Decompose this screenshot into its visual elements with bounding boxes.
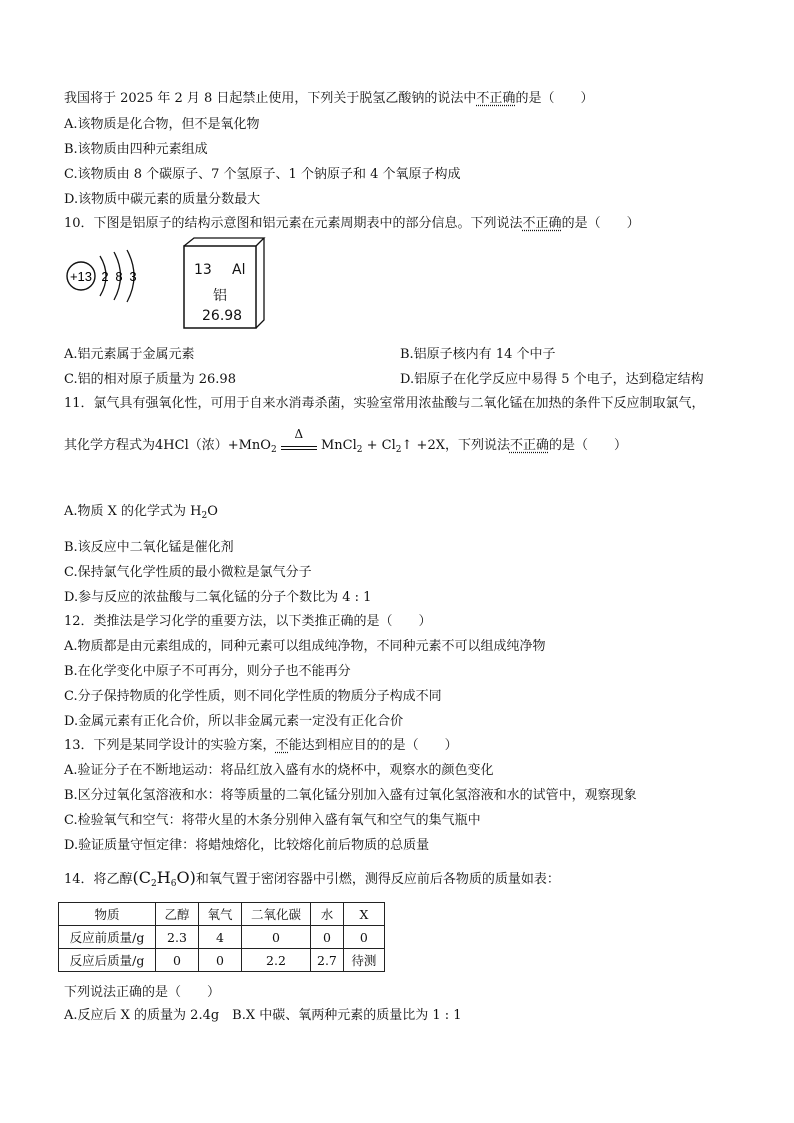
q13-stem-text: 13．下列是某同学设计的实验方案， <box>64 738 276 753</box>
table-cell: 反应后质量/g <box>59 949 156 972</box>
table-row <box>59 949 385 972</box>
q11-equation-line <box>64 426 627 470</box>
q11-option-a <box>64 504 218 524</box>
q14-stem <box>64 870 560 892</box>
q12-option-c: C.分子保持物质的化学性质，则不同化学性质的物质分子构成不同 <box>64 689 442 704</box>
q10-option-b: B.铝原子核内有 14 个中子 <box>400 347 556 362</box>
atomic-mass: 26.98 <box>202 308 243 324</box>
atomic-number: 13 <box>194 262 212 278</box>
q14-formula-sub1: 2 <box>151 879 157 889</box>
q10-stem <box>64 216 640 232</box>
q14-formula-start: (C <box>132 868 152 887</box>
q11-a-pre: A.物质 X 的化学式为 H <box>64 504 202 519</box>
atom-shell-2: 8 <box>115 269 123 284</box>
table-cell: 2.7 <box>311 949 344 972</box>
q12-option-b: B.在化学变化中原子不可再分，则分子也不能再分 <box>64 664 351 679</box>
q12-stem: 12．类推法是学习化学的重要方法，以下类推正确的是（ ） <box>64 614 432 629</box>
table-cell: 0 <box>199 949 242 972</box>
q11-option-d: D.参与反应的浓盐酸与二氧化锰的分子个数比为 4 : 1 <box>64 590 372 605</box>
q13-emphasis: 不 <box>275 738 289 753</box>
table-header-cell: 水 <box>311 903 344 926</box>
table-header-row <box>59 903 385 926</box>
q9-option-c: C.该物质由 8 个碳原子、7 个氢原子、1 个钠原子和 4 个氧原子构成 <box>64 167 461 182</box>
q12-option-d: D.金属元素有正化合价，所以非金属元素一定没有正化合价 <box>64 714 404 729</box>
q14-formula-sub2: 6 <box>170 879 177 889</box>
q11-a-post: O <box>207 504 218 519</box>
q10-option-d: D.铝原子在化学反应中易得 5 个电子，达到稳定结构 <box>400 372 704 387</box>
table-cell: 2.3 <box>156 926 199 949</box>
q14-options-ab: A.反应后 X 的质量为 2.4g B.X 中碳、氧两种元素的质量比为 1 : 1 <box>64 1008 462 1023</box>
table-cell: 4 <box>199 926 242 949</box>
q13-stem-tail: 能达到相应目的的是（ ） <box>288 738 458 753</box>
q12-option-a: A.物质都是由元素组成的，同种元素可以组成纯净物，不同种元素不可以组成纯净物 <box>64 639 546 654</box>
q9-stem-tail: 的是（ ） <box>515 91 594 106</box>
table-header-cell: 二氧化碳 <box>242 903 311 926</box>
heat-condition: Δ <box>294 426 304 441</box>
table-cell: 2.2 <box>242 949 311 972</box>
q11-option-b: B.该反应中二氧化锰是催化剂 <box>64 540 234 555</box>
table-cell: 待测 <box>343 949 384 972</box>
equation-left-sub: 2 <box>270 445 277 455</box>
equation-left: 4HCl（浓）+MnO <box>155 438 271 453</box>
table-header-cell: 乙醇 <box>156 903 199 926</box>
q10-stem-text: 10．下图是铝原子的结构示意图和铝元素在元素周期表中的部分信息。下列说法 <box>64 216 523 231</box>
mass-table <box>58 902 385 972</box>
q11-a-sub: 2 <box>201 511 208 521</box>
q9-emphasis: 不正确 <box>476 91 516 106</box>
q9-stem-text: 我国将于 2025 年 2 月 8 日起禁止使用，下列关于脱氢乙酸钠的说法中 <box>64 91 477 106</box>
q14-formula-end: O) <box>176 868 196 887</box>
equation-right-2: + Cl <box>366 438 396 453</box>
q10-option-a: A.铝元素属于金属元素 <box>64 347 195 362</box>
q13-option-b: B.区分过氧化氢溶液和水：将等质量的二氧化锰分别加入盛有过氧化氢溶液和水的试管中，观察现象 <box>64 788 637 803</box>
q9-option-b: B.该物质由四种元素组成 <box>64 142 208 157</box>
element-symbol: Al <box>232 262 246 278</box>
q14-ask: 下列说法正确的是（ ） <box>64 985 221 1000</box>
q13-option-c: C.检验氧气和空气：将带火星的木条分别伸入盛有氧气和空气的集气瓶中 <box>64 813 481 828</box>
table-header-cell: 氧气 <box>199 903 242 926</box>
equation-right-1: MnCl <box>320 438 357 453</box>
q10-option-c: C.铝的相对原子质量为 26.98 <box>64 372 236 387</box>
table-header-cell: 物质 <box>59 903 156 926</box>
aluminum-atom-diagram <box>64 246 144 306</box>
atom-nucleus-label: +13 <box>69 269 93 284</box>
q9-stem <box>64 91 593 107</box>
table-cell: 0 <box>156 949 199 972</box>
q10-stem-tail: 的是（ ） <box>561 216 640 231</box>
q10-emphasis: 不正确 <box>522 216 562 231</box>
q11-option-c: C.保持氯气化学性质的最小微粒是氯气分子 <box>64 565 312 580</box>
q11-stem-tail: 的是（ ） <box>549 438 628 453</box>
q13-stem <box>64 738 458 754</box>
table-header-cell: X <box>343 903 384 926</box>
equation-right-3: ↑ +2X，下列说法 <box>401 438 510 453</box>
q9-option-a: A.该物质是化合物，但不是氧化物 <box>64 117 260 132</box>
q14-stem-post: 和氧气置于密闭容器中引燃，测得反应前后各物质的质量如表： <box>195 872 560 887</box>
q11-stem: 11．氯气具有强氧化性，可用于自来水消毒杀菌，实验室常用浓盐酸与二氧化锰在加热的条件下反应制取氯气， <box>64 396 705 411</box>
equation-prefix: 其化学方程式为 <box>64 438 156 453</box>
table-cell: 0 <box>311 926 344 949</box>
q9-option-d: D.该物质中碳元素的质量分数最大 <box>64 192 261 207</box>
atom-shell-1: 2 <box>101 269 109 284</box>
table-cell: 0 <box>242 926 311 949</box>
equation-right-1-sub: 2 <box>356 445 363 455</box>
q13-option-a: A.验证分子在不断地运动：将品红放入盛有水的烧杯中，观察水的颜色变化 <box>64 763 494 778</box>
q14-formula-mid: H <box>156 868 171 887</box>
atom-shell-3: 3 <box>129 269 137 284</box>
q11-emphasis: 不正确 <box>509 438 549 453</box>
table-cell: 反应前质量/g <box>59 926 156 949</box>
equation-right-2-sub: 2 <box>395 445 402 455</box>
periodic-table-cell <box>182 236 266 330</box>
element-name: 铝 <box>213 288 227 304</box>
q13-option-d: D.验证质量守恒定律：将蜡烛熔化，比较熔化前后物质的总质量 <box>64 838 430 853</box>
table-row <box>59 926 385 949</box>
table-cell: 0 <box>343 926 384 949</box>
equation-arrow <box>281 426 317 450</box>
q14-stem-pre: 14．将乙醇 <box>64 872 133 887</box>
